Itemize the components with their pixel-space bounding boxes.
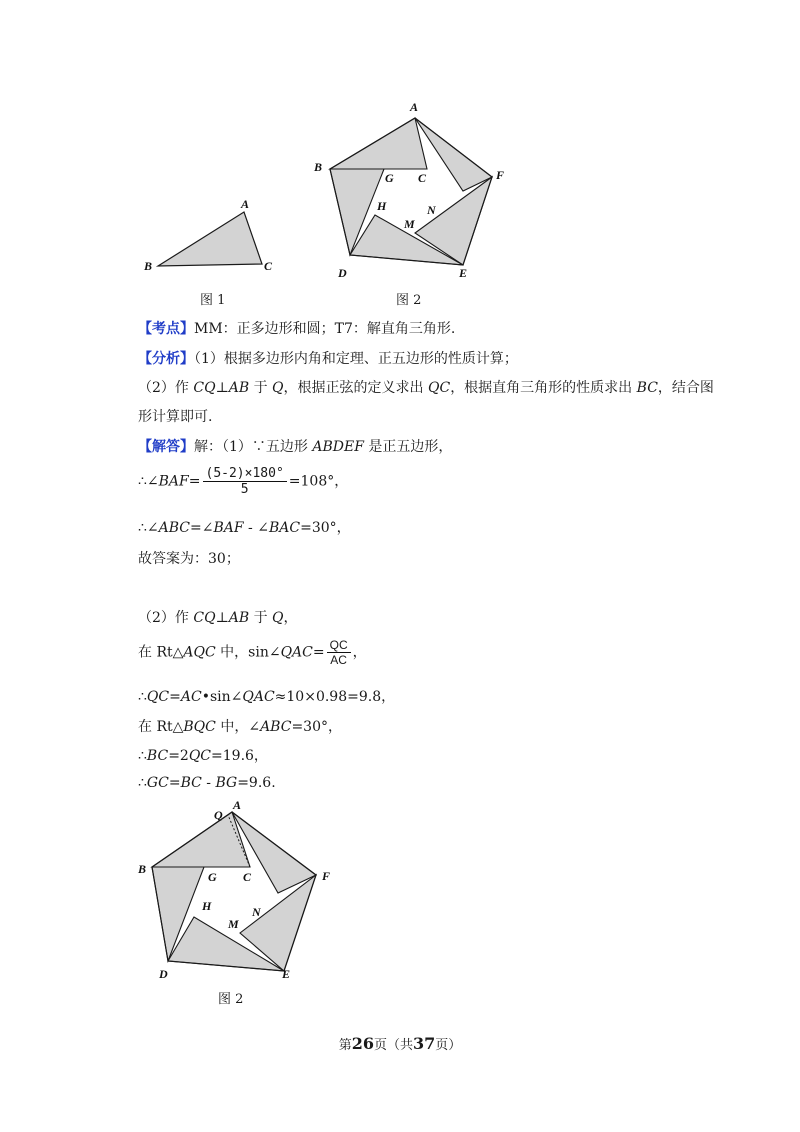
t: 在 Rt△ xyxy=(138,644,184,661)
t: BC xyxy=(180,775,202,791)
t: ∴ xyxy=(138,689,147,705)
qc-line xyxy=(138,686,395,706)
fenxi-line xyxy=(138,348,518,368)
label-h: H xyxy=(377,199,387,213)
t: = xyxy=(312,644,325,661)
t: ABC xyxy=(260,719,292,735)
bc-line xyxy=(138,745,268,765)
label-a: A xyxy=(410,100,419,114)
t: AQC xyxy=(183,644,216,661)
fraction xyxy=(203,466,287,497)
footer-text: 页（共 xyxy=(373,1038,413,1053)
t: QC xyxy=(188,748,212,764)
figure-2-pentagon xyxy=(305,98,520,283)
t: CQ xyxy=(193,610,216,626)
t: QC xyxy=(146,689,170,705)
t: QC xyxy=(427,380,451,396)
label-a: A xyxy=(233,798,242,812)
t: =108°， xyxy=(288,473,349,490)
figure-3-caption: 图 2 xyxy=(218,992,244,1007)
label-a: A xyxy=(241,197,250,211)
t: ， xyxy=(352,644,367,661)
fenxi-line-2 xyxy=(138,377,714,397)
t: AC xyxy=(180,689,202,705)
label-e: E xyxy=(459,266,468,280)
label-f: F xyxy=(322,869,331,883)
numerator: (5-2)×180° xyxy=(203,466,287,482)
kaodian-tag: 【考点】 xyxy=(138,321,194,337)
t: •sin∠ xyxy=(201,689,243,705)
t: 解：（1）∵五边形 xyxy=(194,439,313,455)
label-c: C xyxy=(243,870,252,884)
footer-text: 页） xyxy=(435,1038,462,1053)
fenxi-tag: 【分析】 xyxy=(138,351,194,367)
figure-3-pentagon xyxy=(130,795,345,990)
jieda-line xyxy=(138,436,452,456)
t: GC xyxy=(146,775,169,791)
t: 是正五边形， xyxy=(363,439,453,455)
gc-line xyxy=(138,775,276,791)
t: ⊥ xyxy=(215,380,229,396)
fraction xyxy=(327,638,351,667)
t: 于 xyxy=(249,380,273,396)
label-c: C xyxy=(264,259,273,273)
t: = xyxy=(169,689,181,705)
t: 中，∠ xyxy=(215,719,261,735)
label-h: H xyxy=(202,899,212,913)
figure-1-triangle xyxy=(140,195,280,280)
label-b: B xyxy=(144,259,153,273)
t: - xyxy=(201,775,216,791)
t: =19.6， xyxy=(211,748,268,764)
t: （2）作 xyxy=(138,380,194,396)
label-m: M xyxy=(228,917,239,931)
t: =30°， xyxy=(291,719,342,735)
t: 在 Rt△ xyxy=(138,719,184,735)
t: 中，sin∠ xyxy=(215,644,281,661)
t: CQ xyxy=(193,380,216,396)
shaded-triangles xyxy=(330,118,492,265)
kaodian-line xyxy=(138,318,455,338)
t: ∴∠ xyxy=(138,520,159,536)
label-q: Q xyxy=(214,808,223,822)
label-g: G xyxy=(385,171,394,185)
t: ABDEF xyxy=(312,439,364,455)
fenxi-line-3: 形计算即可. xyxy=(138,409,213,425)
t: BAF xyxy=(213,520,244,536)
t: =9.6. xyxy=(237,775,276,791)
t: - ∠ xyxy=(243,520,269,536)
t: BG xyxy=(215,775,238,791)
label-e: E xyxy=(282,967,291,981)
label-d: D xyxy=(338,266,347,280)
t: QAC xyxy=(242,689,275,705)
total-pages: 37 xyxy=(413,1034,436,1053)
page-footer xyxy=(0,1034,800,1053)
figure-1-caption: 图 1 xyxy=(200,293,226,308)
answer-line: 故答案为：30； xyxy=(138,551,240,567)
label-b: B xyxy=(314,160,323,174)
footer-text: 第 xyxy=(338,1038,352,1053)
t: Q xyxy=(272,380,284,396)
t: AB xyxy=(228,610,250,626)
label-b: B xyxy=(138,862,147,876)
t: BAF xyxy=(158,473,189,490)
label-n: N xyxy=(252,905,261,919)
triangle-abc xyxy=(158,212,262,266)
bqc-line xyxy=(138,716,342,736)
kaodian-body: MM：正多边形和圆；T7：解直角三角形. xyxy=(194,321,456,337)
fenxi-body: （1）根据多边形内角和定理、正五边形的性质计算； xyxy=(194,351,518,367)
t: = xyxy=(188,473,201,490)
t: ≈10×0.98=9.8， xyxy=(274,689,396,705)
jieda-tag: 【解答】 xyxy=(138,439,194,455)
denominator: 5 xyxy=(240,482,249,497)
label-g: G xyxy=(208,870,217,884)
figure-2-caption: 图 2 xyxy=(396,293,422,308)
label-d: D xyxy=(159,967,168,981)
t: （2）作 xyxy=(138,610,194,626)
t: QAC xyxy=(280,644,313,661)
t: ∴∠ xyxy=(138,473,159,490)
angle-baf-line xyxy=(138,466,348,497)
t: ∴ xyxy=(138,775,147,791)
t: Q xyxy=(272,610,284,626)
t: AB xyxy=(228,380,250,396)
page-number: 26 xyxy=(351,1034,374,1053)
angle-abc-line xyxy=(138,517,351,537)
t: ABC xyxy=(158,520,191,536)
t: =∠ xyxy=(190,520,214,536)
t: 于 xyxy=(249,610,273,626)
t: ， xyxy=(283,610,298,626)
t: ，结合图 xyxy=(657,380,714,396)
part2-line xyxy=(138,607,298,627)
sin-line xyxy=(138,638,367,667)
t: BAC xyxy=(268,520,301,536)
label-f: F xyxy=(496,168,505,182)
denominator: AC xyxy=(330,653,347,667)
t: BQC xyxy=(183,719,216,735)
t: ⊥ xyxy=(215,610,229,626)
label-c: C xyxy=(418,171,427,185)
t: =30°， xyxy=(300,520,351,536)
t: ，根据直角三角形的性质求出 xyxy=(450,380,637,396)
t: = xyxy=(168,775,181,791)
t: BC xyxy=(146,748,169,764)
t: BC xyxy=(636,380,658,396)
t: ∴ xyxy=(138,748,147,764)
numerator: QC xyxy=(327,638,351,653)
label-n: N xyxy=(427,203,436,217)
label-m: M xyxy=(404,217,415,231)
t: ，根据正弦的定义求出 xyxy=(283,380,428,396)
t: =2 xyxy=(168,748,189,764)
